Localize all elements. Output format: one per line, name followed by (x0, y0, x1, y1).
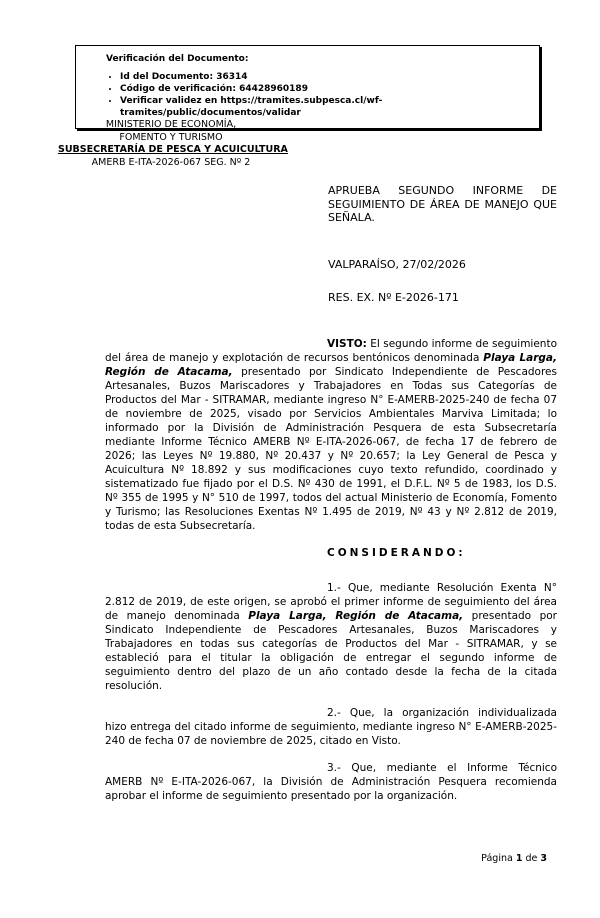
considerando-item-3: 3.- Que, mediante el Informe Técnico AMERB Nº E-ITA-2026-067, la División de Administración Pesquera recomienda aprobar el informe de seguimiento presentado por la organización. (105, 762, 557, 802)
verification-title: Verificación del Documento: (106, 54, 249, 64)
visto-paragraph (105, 337, 557, 533)
letterhead (58, 119, 288, 169)
page-word: Página (481, 853, 516, 864)
resolution-number: RES. EX. Nº E-2026-171 (328, 291, 459, 304)
considerando-item-1 (105, 581, 557, 693)
file-reference: AMERB E-ITA-2026-067 SEG. Nº 2 (91, 156, 251, 168)
ministry-name-line2: FOMENTO Y TURISMO (119, 131, 223, 143)
verification-list (106, 71, 529, 119)
ministry-name-line1: MINISTERIO DE ECONOMÍA, (105, 119, 237, 130)
document-subject: APRUEBA SEGUNDO INFORME DE SEGUIMIENTO DE ÁREA DE MANEJO QUE SEÑALA. (328, 184, 557, 224)
verification-item-document-id: • Id del Documento: 36314 (120, 71, 529, 83)
item1-text-before: 1.- Que, mediante Resolución Exenta N° 2.812 de 2019, de este origen, se aprobó el primer informe de seguimiento del área de manejo denominada (105, 582, 557, 622)
place-and-date: VALPARAÍSO, 27/02/2026 (328, 258, 466, 271)
total-pages: 3 (540, 853, 547, 864)
subsecretaria-name: SUBSECRETARÍA DE PESCA Y ACUICULTURA (58, 144, 288, 155)
considerando-heading: CONSIDERANDO: (327, 547, 466, 559)
visto-text-after: presentado por Sindicato Independiente de Pescadores Artesanales, Buzos Mariscadores y Trabajadores en Todas sus Categorías de Productos del Mar - SITRAMAR, mediante ingreso N° E-AMERB-2025-240 de fecha 07 de noviembre de 2025, visado por Servicios Ambientales Marviva Limitada; lo informado por la División de Administración Pesquera de esta Subsecretaría mediante Informe Técnico AMERB Nº E-ITA-2026-067, de fecha 17 de febrero de 2026; las Leyes Nº 19.880, Nº 20.437 y Nº 20.657; la Ley General de Pesca y Acuicultura Nº 18.892 y sus modificaciones cuyo texto refundido, coordinado y sistematizado fue fijado por el D.S. Nº 430 de 1991, el D.F.L. Nº 5 de 1983, los D.S. Nº 355 de 1995 y N° 510 de 1997, todos del actual Ministerio de Economía, Fomento y Turismo; las Resoluciones Exentas Nº 1.495 de 2019, Nº 43 y Nº 2.812 de 2019, todas de esta Subsecretaría. (105, 366, 557, 532)
considerando-item-2: 2.- Que, la organización individualizada hizo entrega del citado informe de seguimiento, mediante ingreso N° E-AMERB-2025-240 de fecha 07 de noviembre de 2025, citado en Visto. (105, 707, 557, 747)
page-number: 1 (515, 853, 523, 864)
area-name-emphasis: Playa Larga, Región de Atacama, (105, 352, 557, 378)
visto-text-before: El segundo informe de seguimiento del área de manejo y explotación de recursos bentónicos denominada (105, 338, 557, 364)
visto-label: VISTO: (327, 338, 367, 350)
item1-area-name-emphasis: Playa Larga, Región de Atacama, (248, 610, 464, 622)
verification-item-code: • Código de verificación: 64428960189 (120, 83, 529, 95)
item1-text-after: presentado por Sindicato Independiente de Pescadores Artesanales, Buzos Mariscadores y Trabajadores en todas sus categorías de Productos del Mar - SITRAMAR, y se estableció para el titular la obligación de entregar el segundo informe de seguimiento dentro del plazo de un año contado desde la fecha de la citada resolución. (105, 610, 557, 692)
page-footer (481, 853, 547, 864)
page-separator: de (522, 853, 541, 864)
verification-box (75, 45, 540, 129)
verification-item-url: • Verificar validez en https://tramites.subpesca.cl/wf-tramites/public/documentos/validar (120, 95, 529, 119)
